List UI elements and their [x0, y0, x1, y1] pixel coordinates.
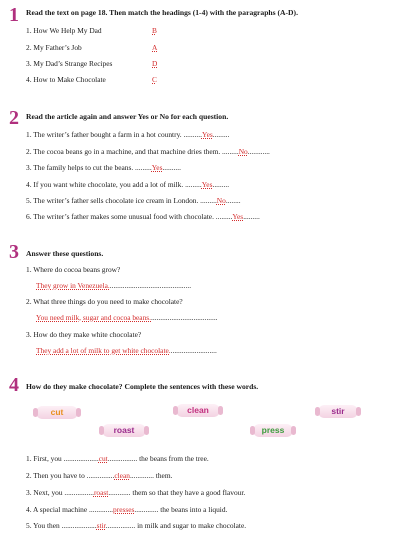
exercise-3-instruction: Answer these questions.: [26, 249, 104, 258]
word-box-roast: roast: [102, 424, 146, 437]
ex1-heading: 1. How We Help My Dad: [26, 26, 102, 35]
ex1-answer: A: [152, 43, 158, 52]
ex2-answer: No: [238, 147, 248, 156]
ex4-sentence: 1. First, you ...................cut................ the beans from the tree.: [26, 454, 209, 463]
exercise-1-instruction: Read the text on page 18. Then match the headings (1-4) with the paragraphs (A-D).: [26, 8, 298, 17]
exercise-2-number: 2: [9, 107, 19, 129]
word-box-press: press: [253, 424, 293, 437]
word-box-stir: stir: [318, 405, 358, 418]
ex3-answer: They grow in Venezuela.: [36, 281, 110, 290]
ex4-sentence: 4. A special machine .............presses............. the beans into a liquid.: [26, 505, 228, 514]
word-box-cut: cut: [36, 406, 78, 419]
ex4-answer: roast: [93, 488, 109, 497]
ex4-sentence: 5. You then ...................stir................ in milk and sugar to make chocolate.: [26, 521, 247, 530]
ex4-answer: presses: [113, 505, 135, 514]
ex1-heading: 3. My Dad’s Strange Recipes: [26, 59, 113, 68]
ex4-sentence: 3. Next, you ................roast............ them so that they have a good flavour.: [26, 488, 246, 497]
ex1-answer: B: [152, 26, 157, 35]
exercise-1-number: 1: [9, 4, 19, 26]
ex3-answer-line: You need milk, sugar and cocoa beans.....................................: [36, 313, 218, 322]
ex3-question: 1. Where do cocoa beans grow?: [26, 265, 121, 274]
ex4-answer: stir: [96, 521, 106, 530]
ex2-question: 3. The family helps to cut the beans. .........Yes..........: [26, 163, 181, 172]
ex1-answer: D: [152, 59, 158, 68]
ex2-answer: No: [216, 196, 226, 205]
ex1-answer: C: [152, 75, 157, 84]
ex3-question: 3. How do they make white chocolate?: [26, 330, 142, 339]
ex2-answer: Yes: [232, 212, 244, 221]
ex3-answer-line: They add a lot of milk to get white chocolate..........................: [36, 346, 217, 355]
ex3-question: 2. What three things do you need to make chocolate?: [26, 297, 183, 306]
ex3-answer: They add a lot of milk to get white chocolate.: [36, 346, 171, 355]
exercise-2-instruction: Read the article again and answer Yes or No for each question.: [26, 112, 229, 121]
exercise-4-number: 4: [9, 374, 19, 396]
ex2-question: 5. The writer’s father sells chocolate ice cream in London. .........No........: [26, 196, 241, 205]
ex2-question: 2. The cocoa beans go in a machine, and that machine dries them. .........No............: [26, 147, 270, 156]
ex2-answer: Yes: [201, 180, 213, 189]
ex2-question: 4. If you want white chocolate, you add a lot of milk. .........Yes.........: [26, 180, 230, 189]
ex2-question: 6. The writer’s father makes some unusual food with chocolate. .........Yes.........: [26, 212, 260, 221]
ex4-answer: cut: [98, 454, 108, 463]
ex4-answer: clean: [114, 471, 130, 480]
exercise-3-number: 3: [9, 241, 19, 263]
ex4-sentence: 2. Then you have to ...............clean............. them.: [26, 471, 173, 480]
ex2-answer: Yes: [201, 130, 213, 139]
exercise-4-instruction: How do they make chocolate? Complete the sentences with these words.: [26, 382, 259, 391]
ex2-answer: Yes: [151, 163, 163, 172]
ex1-heading: 2. My Father’s Job: [26, 43, 82, 52]
ex3-answer-line: They grow in Venezuela.............................................: [36, 281, 192, 290]
ex1-heading: 4. How to Make Chocolate: [26, 75, 106, 84]
ex3-answer: You need milk, sugar and cocoa beans.: [36, 313, 152, 322]
ex2-question: 1. The writer’s father bought a farm in a hot country. ..........Yes.........: [26, 130, 230, 139]
word-box-clean: clean: [176, 404, 220, 417]
